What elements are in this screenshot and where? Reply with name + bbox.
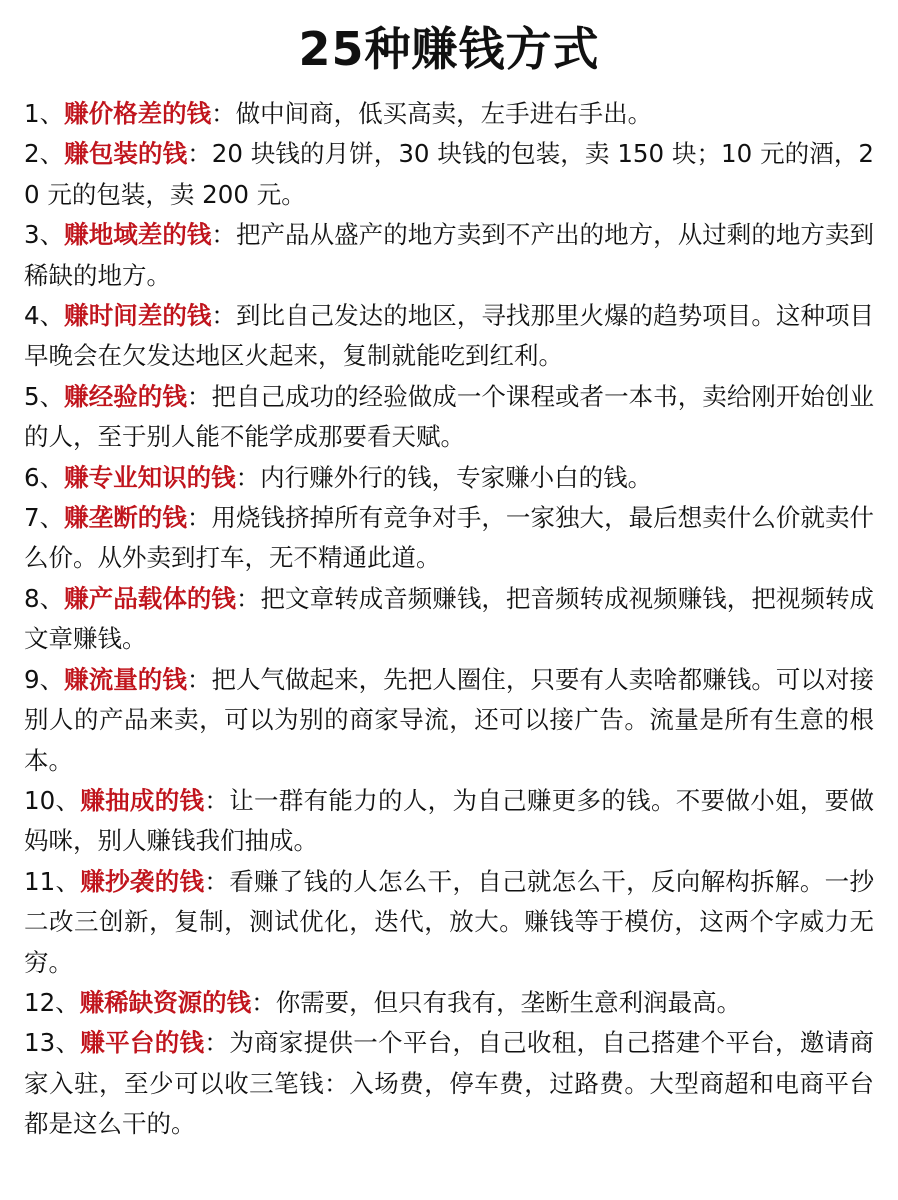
item-description: 把产品从盛产的地方卖到不产出的地方，从过剩的地方卖到稀缺的地方。	[24, 220, 875, 290]
item-description: 让一群有能力的人，为自己赚更多的钱。不要做小姐，要做妈咪，别人赚钱我们抽成。	[24, 785, 874, 856]
item-number: 10、	[24, 785, 81, 815]
item-separator: ：	[204, 785, 230, 815]
item-keyword: 赚平台的钱	[80, 1028, 205, 1058]
item-separator: ：	[235, 462, 261, 492]
item-number: 1、	[24, 99, 65, 128]
item-separator: ：	[235, 583, 261, 613]
list-item	[24, 579, 874, 660]
item-number: 3、	[24, 220, 65, 250]
item-number: 13、	[24, 1028, 81, 1058]
item-keyword: 赚经验的钱	[64, 381, 187, 411]
item-separator: ：	[204, 866, 230, 896]
item-separator: ：	[187, 139, 212, 169]
item-keyword: 赚时间差的钱	[64, 301, 212, 331]
list-item	[24, 296, 874, 377]
item-keyword: 赚专业知识的钱	[64, 462, 236, 492]
item-separator: ：	[211, 220, 236, 250]
item-description: 你需要，但只有我有，垄断生意利润最高。	[275, 987, 742, 1017]
list-item	[24, 377, 874, 458]
item-separator: ：	[186, 503, 212, 533]
item-number: 8、	[24, 583, 65, 613]
list-item	[24, 498, 874, 579]
item-keyword: 赚垄断的钱	[64, 503, 187, 533]
list-item	[24, 983, 874, 1023]
item-separator: ：	[211, 301, 236, 331]
item-description: 做中间商，低买高卖，左手进右手出。	[235, 99, 653, 128]
item-keyword: 赚流量的钱	[64, 664, 187, 694]
item-separator: ：	[186, 664, 212, 694]
list-item	[24, 94, 874, 134]
list-item	[24, 134, 874, 215]
item-separator: ：	[251, 987, 276, 1017]
item-separator: ：	[204, 1028, 230, 1058]
item-number: 12、	[24, 987, 80, 1017]
item-description: 为商家提供一个平台，自己收租，自己搭建个平台，邀请商家入驻，至少可以收三笔钱：入场费，停车费，过路费。大型商超和电商平台都是这么干的。	[24, 1028, 874, 1139]
list-item	[24, 215, 874, 296]
item-number: 4、	[24, 301, 65, 331]
item-number: 6、	[24, 462, 65, 492]
item-description: 20 块钱的月饼，30 块钱的包装，卖 150 块；10 元的酒，20 元的包装，卖 200 元。	[24, 139, 875, 209]
item-number: 9、	[24, 664, 65, 694]
list-item	[24, 781, 874, 862]
item-keyword: 赚产品载体的钱	[64, 583, 236, 613]
item-description: 看赚了钱的人怎么干，自己就怎么干，反向解构拆解。一抄二改三创新，复制，测试优化，迭代，放大。赚钱等于模仿，这两个字威力无穷。	[24, 866, 874, 977]
item-description: 把人气做起来，先把人圈住，只要有人卖啥都赚钱。可以对接别人的产品来卖，可以为别的商家导流，还可以接广告。流量是所有生意的根本。	[24, 664, 875, 775]
list-item	[24, 458, 874, 498]
item-number: 11、	[24, 866, 81, 896]
page-title: 25种赚钱方式	[298, 22, 600, 76]
item-keyword: 赚地域差的钱	[64, 220, 212, 250]
list-item	[24, 660, 874, 781]
item-keyword: 赚包装的钱	[64, 139, 188, 169]
item-description: 把文章转成音频赚钱，把音频转成视频赚钱，把视频转成文章赚钱。	[24, 583, 875, 654]
item-description: 用烧钱挤掉所有竞争对手，一家独大，最后想卖什么价就卖什么价。从外卖到打车，无不精通此道。	[24, 503, 875, 573]
item-number: 7、	[24, 503, 65, 533]
item-description: 内行赚外行的钱，专家赚小白的钱。	[260, 462, 653, 492]
list-item	[24, 862, 874, 983]
item-keyword: 赚抄袭的钱	[80, 866, 205, 896]
item-description: 到比自己发达的地区，寻找那里火爆的趋势项目。这种项目早晚会在欠发达地区火起来，复制就能吃到红利。	[24, 301, 875, 371]
item-description: 把自己成功的经验做成一个课程或者一本书，卖给刚开始创业的人，至于别人能不能学成那要看天赋。	[24, 381, 875, 452]
item-keyword: 赚价格差的钱	[64, 99, 212, 128]
item-keyword: 赚抽成的钱	[80, 785, 205, 815]
item-number: 2、	[24, 139, 65, 169]
item-keyword: 赚稀缺资源的钱	[79, 987, 252, 1017]
item-number: 5、	[24, 381, 65, 411]
list-item	[24, 1023, 874, 1144]
item-separator: ：	[186, 381, 212, 411]
method-list	[24, 94, 874, 1145]
item-separator: ：	[211, 99, 236, 128]
